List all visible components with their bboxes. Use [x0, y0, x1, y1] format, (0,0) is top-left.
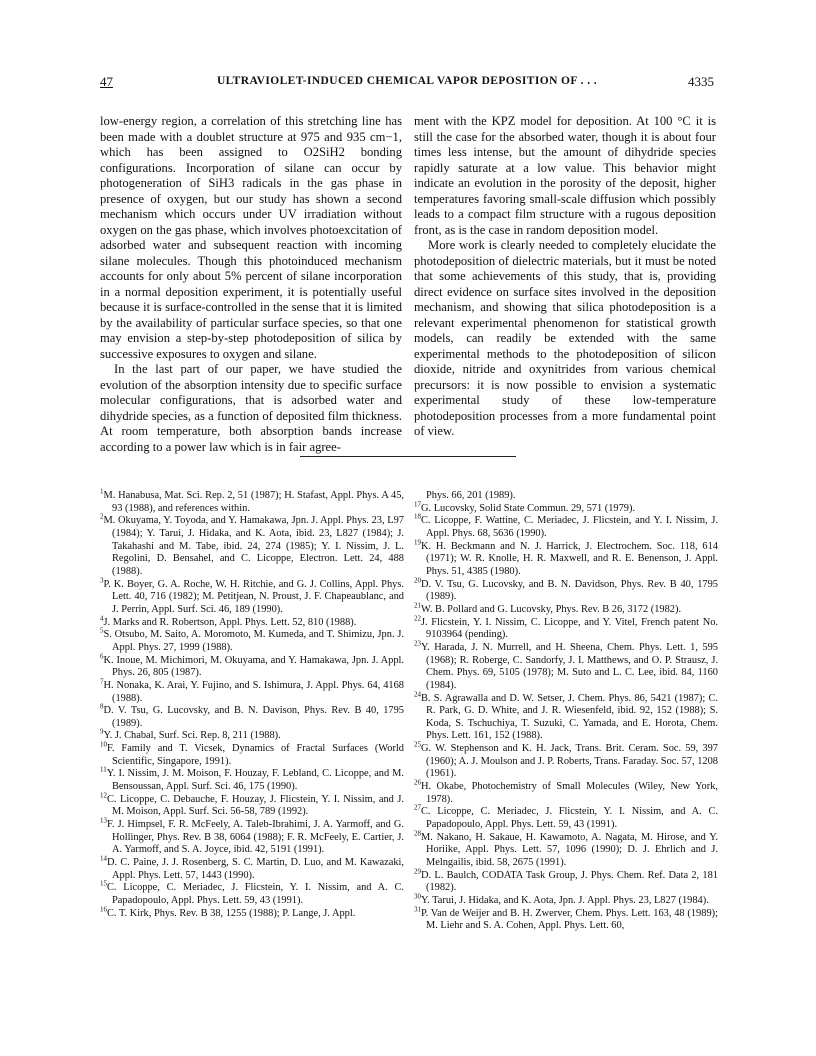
reference-text: D. C. Paine, J. J. Rosenberg, S. C. Martin, D. Luo, and M. Kawazaki, Appl. Phys. Lett. 57, 1443 (1990). — [107, 857, 404, 881]
reference-text: W. B. Pollard and G. Lucovsky, Phys. Rev. B 26, 3172 (1982). — [421, 603, 682, 615]
reference-item — [414, 690, 718, 744]
reference-item — [100, 854, 404, 882]
section-divider — [300, 456, 516, 457]
reference-text: J. Flicstein, Y. I. Nissim, C. Licoppe, and Y. Vitel, French patent No. 9103964 (pending). — [421, 616, 718, 641]
reference-number: 8 — [100, 702, 104, 711]
reference-text: M. Nakano, H. Sakaue, H. Kawamoto, A. Nagata, M. Hirose, and Y. Horiike, Appl. Phys. Lett. 57, 1096 (1990); D. J. Ehrlich and J. Melngailis, ibid. 58, 2675 (1991). — [421, 831, 718, 869]
reference-number: 16 — [100, 905, 107, 914]
reference-text: K. H. Beckmann and N. J. Harrick, J. Electrochem. Soc. 118, 614 (1971); W. R. Knolle, H. R. Maxwell, and R. E. Benenson, J. Appl. Phys. 51, 4385 (1980). — [421, 540, 718, 577]
reference-text: C. Licoppe, C. Debauche, F. Houzay, J. Flicstein, Y. I. Nissim, and J. M. Moison, Appl. Surf. Sci. 56-58, 789 (1992). — [107, 793, 404, 818]
reference-item — [100, 740, 404, 768]
reference-number: 2 — [100, 512, 104, 521]
reference-text: D. V. Tsu, G. Lucovsky, and B. N. Davison, Phys. Rev. B 40, 1795 (1989). — [103, 705, 404, 729]
reference-item — [414, 512, 718, 540]
reference-item — [100, 879, 404, 907]
body-column-left — [100, 114, 402, 455]
reference-item — [414, 778, 718, 806]
reference-text: H. Nonaka, K. Arai, Y. Fujino, and S. Ishimura, J. Appl. Phys. 64, 4168 (1988). — [103, 679, 404, 704]
reference-number: 7 — [100, 677, 104, 686]
reference-item — [100, 791, 404, 819]
reference-text: C. Licoppe, C. Meriadec, J. Flicstein, Y. I. Nissim, and A. C. Papadopoulo, Appl. Phys. Lett. 59, 43 (1991). — [421, 806, 718, 831]
references-column-left — [100, 487, 404, 920]
reference-text: B. S. Agrawalla and D. W. Setser, J. Chem. Phys. 86, 5421 (1987); C. R. Park, G. D. White, and J. R. Wiesenfeld, ibid. 92, 152 (1988); S. Koda, S. Tschuchiya, T. Suzuki, C. Yamada, and E. Horota, Chem. Phys. Lett. 161, 152 (1988). — [421, 692, 718, 742]
reference-text: J. Marks and R. Robertson, Appl. Phys. Lett. 52, 810 (1988). — [103, 616, 357, 628]
reference-number: 15 — [100, 879, 107, 888]
reference-number: 9 — [100, 728, 104, 736]
reference-number: 20 — [414, 576, 421, 585]
reference-item — [100, 576, 404, 617]
reference-item — [414, 892, 718, 908]
reference-number: 21 — [414, 601, 421, 610]
reference-number: 23 — [414, 639, 421, 648]
reference-item — [100, 816, 404, 857]
reference-item — [414, 829, 718, 870]
reference-text: C. Licoppe, C. Meriadec, J. Flicstein, Y. I. Nissim, and A. C. Papadopoulo, Appl. Phys. Lett. 59, 43 (1991). — [107, 882, 404, 906]
reference-number: 3 — [100, 576, 104, 585]
reference-item — [414, 538, 718, 579]
reference-item — [414, 867, 718, 895]
paragraph: More work is clearly needed to completely elucidate the photodeposition of dielectric materials, but it must be noted that some achievements of this study, that is, providing direct evidence on surface sites involved in the deposition mechanism, and showing that silica photodeposition is a relevant experimental phenomenon for statistical growth models, can readily be extended with the same experimental methods to the photodeposition of silicon dioxide, nitride and oxynitrides from various chemical precursors: it is now possible to envision a systematic experimental study of these low-temperature photodeposition processes from a more fundamental point of view. — [414, 238, 716, 438]
reference-text: F. Family and T. Vicsek, Dynamics of Fractal Surfaces (World Scientific, Singapore, 1991). — [107, 743, 404, 767]
reference-number: 5 — [100, 626, 104, 635]
reference-text: P. K. Boyer, G. A. Roche, W. H. Ritchie, and G. J. Collins, Appl. Phys. Lett. 40, 716 (1982); M. Petitjean, N. Proust, J. F. Chapeaublanc, and J. Perrin, Appl. Surf. Sci. 46, 189 (1990). — [103, 578, 404, 615]
reference-item — [100, 512, 404, 578]
reference-number: 25 — [414, 740, 421, 749]
reference-item — [414, 740, 718, 781]
reference-item — [100, 487, 404, 515]
reference-number: 6 — [100, 652, 104, 661]
reference-item — [414, 614, 718, 642]
reference-number: 22 — [414, 614, 421, 623]
reference-text: C. Licoppe, F. Wattine, C. Meriadec, J. Flicstein, and Y. I. Nissim, J. Appl. Phys. 68, 5636 (1990). — [421, 515, 718, 539]
reference-text: C. T. Kirk, Phys. Rev. B 38, 1255 (1988); P. Lange, J. Appl. — [107, 907, 356, 919]
body-column-right — [414, 114, 716, 440]
reference-text: P. Van de Weijer and B. H. Zwerver, Chem. Phys. Lett. 163, 48 (1989); M. Liehr and S. A. Cohen, Appl. Phys. Lett. 60, — [421, 907, 718, 932]
reference-number: 12 — [100, 791, 107, 800]
reference-text: Y. I. Nissim, J. M. Moison, F. Houzay, F. Lebland, C. Licoppe, and M. Bensoussan, Appl. Surf. Sci. 46, 175 (1990). — [106, 768, 404, 793]
reference-number: 18 — [414, 512, 421, 521]
reference-item — [100, 905, 404, 921]
reference-number: 29 — [414, 867, 421, 876]
reference-number: 1 — [100, 487, 104, 496]
reference-number: 27 — [414, 803, 421, 812]
reference-number: 26 — [414, 778, 421, 787]
reference-item — [100, 702, 404, 730]
reference-text: Y. Tarui, J. Hidaka, and K. Aota, Jpn. J. Appl. Phys. 23, L827 (1984). — [421, 895, 709, 906]
page-label-left: 47 — [100, 74, 113, 89]
reference-text: D. V. Tsu, G. Lucovsky, and B. N. Davidson, Phys. Rev. B 40, 1795 (1989). — [421, 578, 718, 603]
reference-number: 10 — [100, 740, 107, 749]
running-header — [100, 74, 714, 94]
reference-number: 30 — [414, 892, 421, 901]
paragraph: In the last part of our paper, we have studied the evolution of the absorption intensity due to specific surface molecular configurations, that is adsorbed water and dihydride species, as a function of deposited film thickness. At room temperature, both absorption bands increase according to a power law which is in fair agree- — [100, 362, 402, 454]
reference-item — [414, 601, 718, 617]
reference-text: F. J. Himpsel, F. R. McFeely, A. Taleb-Ibrahimi, J. A. Yarmoff, and G. Hollinger, Phys. Rev. B 38, 6064 (1988); F. R. McFeely, E. Cartier, J. A. Yarmoff, and S. A. Joyce, ibid. 42, 5191 (1991). — [107, 819, 404, 856]
reference-text: G. W. Stephenson and K. H. Jack, Trans. Brit. Ceram. Soc. 59, 397 (1960); A. J. Moulson and J. P. Roberts, Trans. Faraday. Soc. 57, 1208 (1961). — [421, 743, 718, 780]
reference-continuation: Phys. 66, 201 (1989). — [426, 490, 516, 501]
reference-item — [100, 730, 404, 743]
reference-text: Y. Harada, J. N. Murrell, and H. Sheena, Chem. Phys. Lett. 1, 595 (1968); R. Roberge, C. Sandorfy, J. I. Matthews, and O. P. Strausz, J. Chem. Phys. 69, 5105 (1978); M. Suto and L. C. Lee, ibid. 84, 1160 (1984). — [421, 641, 718, 691]
reference-item — [100, 677, 404, 705]
reference-item — [414, 803, 718, 831]
page-number: 4335 — [688, 74, 714, 89]
reference-item — [414, 500, 718, 516]
reference-item — [100, 614, 404, 630]
running-title: ULTRAVIOLET-INDUCED CHEMICAL VAPOR DEPOSITION OF . . . — [216, 75, 598, 87]
reference-item — [100, 765, 404, 793]
reference-text: Y. J. Chabal, Surf. Sci. Rep. 8, 211 (1988). — [103, 730, 281, 742]
reference-text: S. Otsubo, M. Saito, A. Moromoto, M. Kumeda, and T. Shimizu, Jpn. J. Appl. Phys. 27, 1999 (1988). — [103, 629, 404, 653]
reference-text: G. Lucovsky, Solid State Commun. 29, 571 (1979). — [421, 502, 636, 514]
reference-number: 31 — [414, 905, 421, 914]
reference-number: 28 — [414, 829, 421, 838]
references-column-right — [414, 490, 718, 933]
reference-number: 14 — [100, 854, 107, 863]
reference-number: 17 — [414, 500, 421, 509]
paragraph: ment with the KPZ model for deposition. At 100 °C it is still the case for the absorbed water, though it is about four times less intense, but the amount of dihydride species rapidly saturate at a low value. This behavior might indicate an evolution in the porosity of the deposit, higher temperatures favoring small-scale diffusion which possibly leads to a compact film structure with a rugous deposition front, as is the case in random deposition model. — [414, 114, 716, 237]
reference-item — [414, 576, 718, 604]
reference-number: 24 — [414, 690, 421, 699]
reference-number: 13 — [100, 816, 107, 825]
reference-number: 11 — [100, 765, 107, 774]
reference-number: 19 — [414, 538, 421, 547]
reference-item — [414, 905, 718, 933]
reference-text: D. L. Baulch, CODATA Task Group, J. Phys. Chem. Ref. Data 2, 181 (1982). — [421, 869, 718, 894]
reference-item — [414, 639, 718, 693]
paragraph: low-energy region, a correlation of this stretching line has been made with a doublet structure at 975 and 935 cm−1, which has been assigned to O2SiH2 bonding configurations. Incorporation of silane can occur by photogeneration of SiH3 radicals in the gas phase in presence of oxygen, but our study has shown a second mechanism which occurs under UV irradiation without oxygen on the gas phase, which involves photoexcitation of adsorbed water and subsequent reaction with incoming silane molecules. Though this photoinduced mechanism accounts for only about 5% percent of silane incorporation in a normal deposition experiment, it is potentially useful because it is surface-controlled in the sense that it is limited by the availability of particular surface species, so that one may envision a step-by-step photodeposition of silica by successive exposures to oxygen and silane. — [100, 114, 402, 361]
reference-item — [100, 652, 404, 680]
reference-item — [100, 626, 404, 654]
reference-number: 4 — [100, 614, 104, 623]
reference-text: M. Okuyama, Y. Toyoda, and Y. Hamakawa, Jpn. J. Appl. Phys. 23, L97 (1984); Y. Tarui, J. Hidaka, and K. Aota, ibid. 23, L827 (1984); J. Takahashi and M. Tabe, ibid. 24, 274 (1985); Y. I. Nissim, J. L. Regolini, D. Bensahel, and C. Licoppe, Electron. Lett. 24, 488 (1988). — [103, 515, 404, 577]
reference-text: K. Inoue, M. Michimori, M. Okuyama, and Y. Hamakawa, Jpn. J. Appl. Phys. 26, 805 (1987). — [103, 654, 404, 679]
reference-text: M. Hanabusa, Mat. Sci. Rep. 2, 51 (1987); H. Stafast, Appl. Phys. A 45, 93 (1988), and references within. — [103, 490, 404, 514]
reference-text: H. Okabe, Photochemistry of Small Molecules (Wiley, New York, 1978). — [421, 781, 718, 805]
